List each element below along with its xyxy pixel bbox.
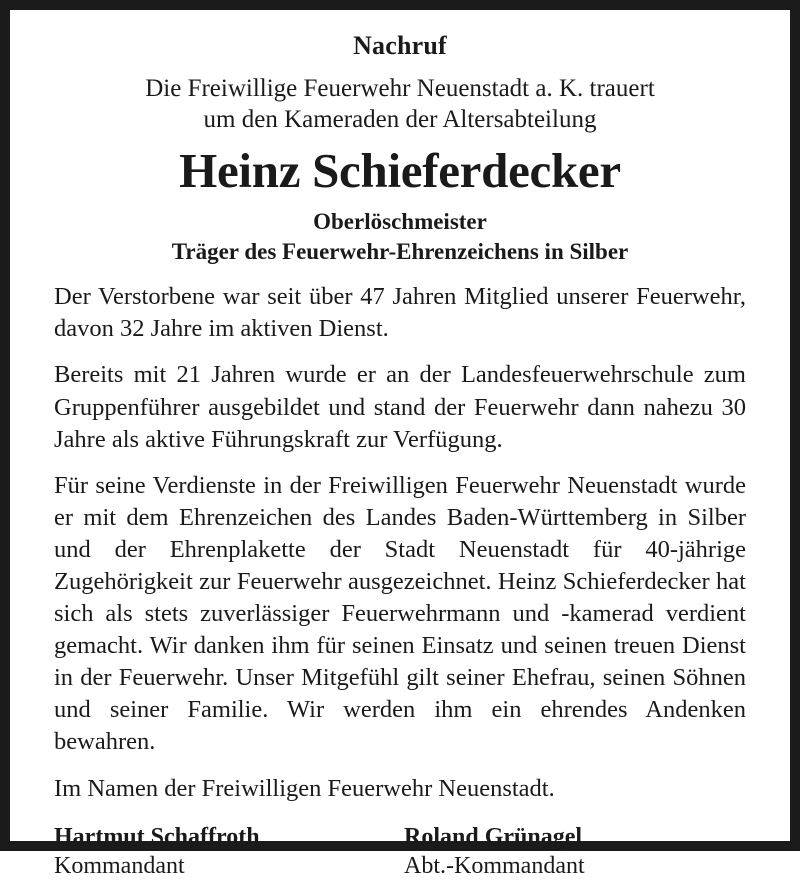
body-paragraph-2: Bereits mit 21 Jahren wurde er an der Landesfeuerwehrschule zum Gruppenführer ausgebildet und stand der Feuerwehr dann nahezu 30 Jahre als aktive Führungskraft zur Verfügung. [54, 361, 746, 453]
signature-deputy-commandant [400, 823, 750, 882]
obituary-content [10, 10, 790, 880]
signature-block [42, 823, 758, 882]
body-paragraph-1: Der Verstorbene war seit über 47 Jahren Mitglied unserer Feuerwehr, davon 32 Jahre im aktiven Dienst. [54, 283, 746, 343]
closing-statement: Im Namen der Freiwilligen Feuerwehr Neuenstadt. [54, 774, 555, 802]
lead-line-2: um den Kameraden der Altersabteilung [203, 106, 597, 134]
signatory-role: Kommandant [54, 853, 185, 880]
lead-line-1: Die Freiwillige Feuerwehr Neuenstadt a. K. trauert [145, 74, 655, 102]
rank-and-honours [42, 207, 758, 267]
notice-type-heading: Nachruf [353, 31, 447, 60]
lead-statement [42, 73, 758, 136]
signature-commandant [54, 823, 400, 882]
rank-line-2: Träger des Feuerwehr-Ehrenzeichens in Silber [171, 239, 629, 265]
deceased-name: Heinz Schieferdecker [179, 142, 621, 198]
signatory-name: Hartmut Schaffroth [54, 823, 260, 850]
signatory-name: Roland Grünagel [404, 823, 583, 850]
signatory-role: Abt.-Kommandant [404, 853, 585, 880]
body-paragraph-3: Für seine Verdienste in der Freiwilligen Feuerwehr Neuenstadt wurde er mit dem Ehrenzeichen des Landes Baden-Württemberg in Silber und der Ehrenplakette der Stadt Neuenstadt für 40-jährige Zugehörigkeit zur Feuerwehr ausgezeichnet. Heinz Schieferdecker hat sich als stets zuverlässiger Feuerwehrmann und -kamerad verdient gemacht. Wir danken ihm für seinen Einsatz und seinen treuen Dienst in der Feuerwehr. Unser Mitgefühl gilt seiner Ehefrau, seinen Söhnen und seiner Familie. Wir werden ihm ein ehrendes Andenken bewahren. [54, 471, 746, 756]
rank-line-1: Oberlöschmeister [313, 209, 487, 235]
